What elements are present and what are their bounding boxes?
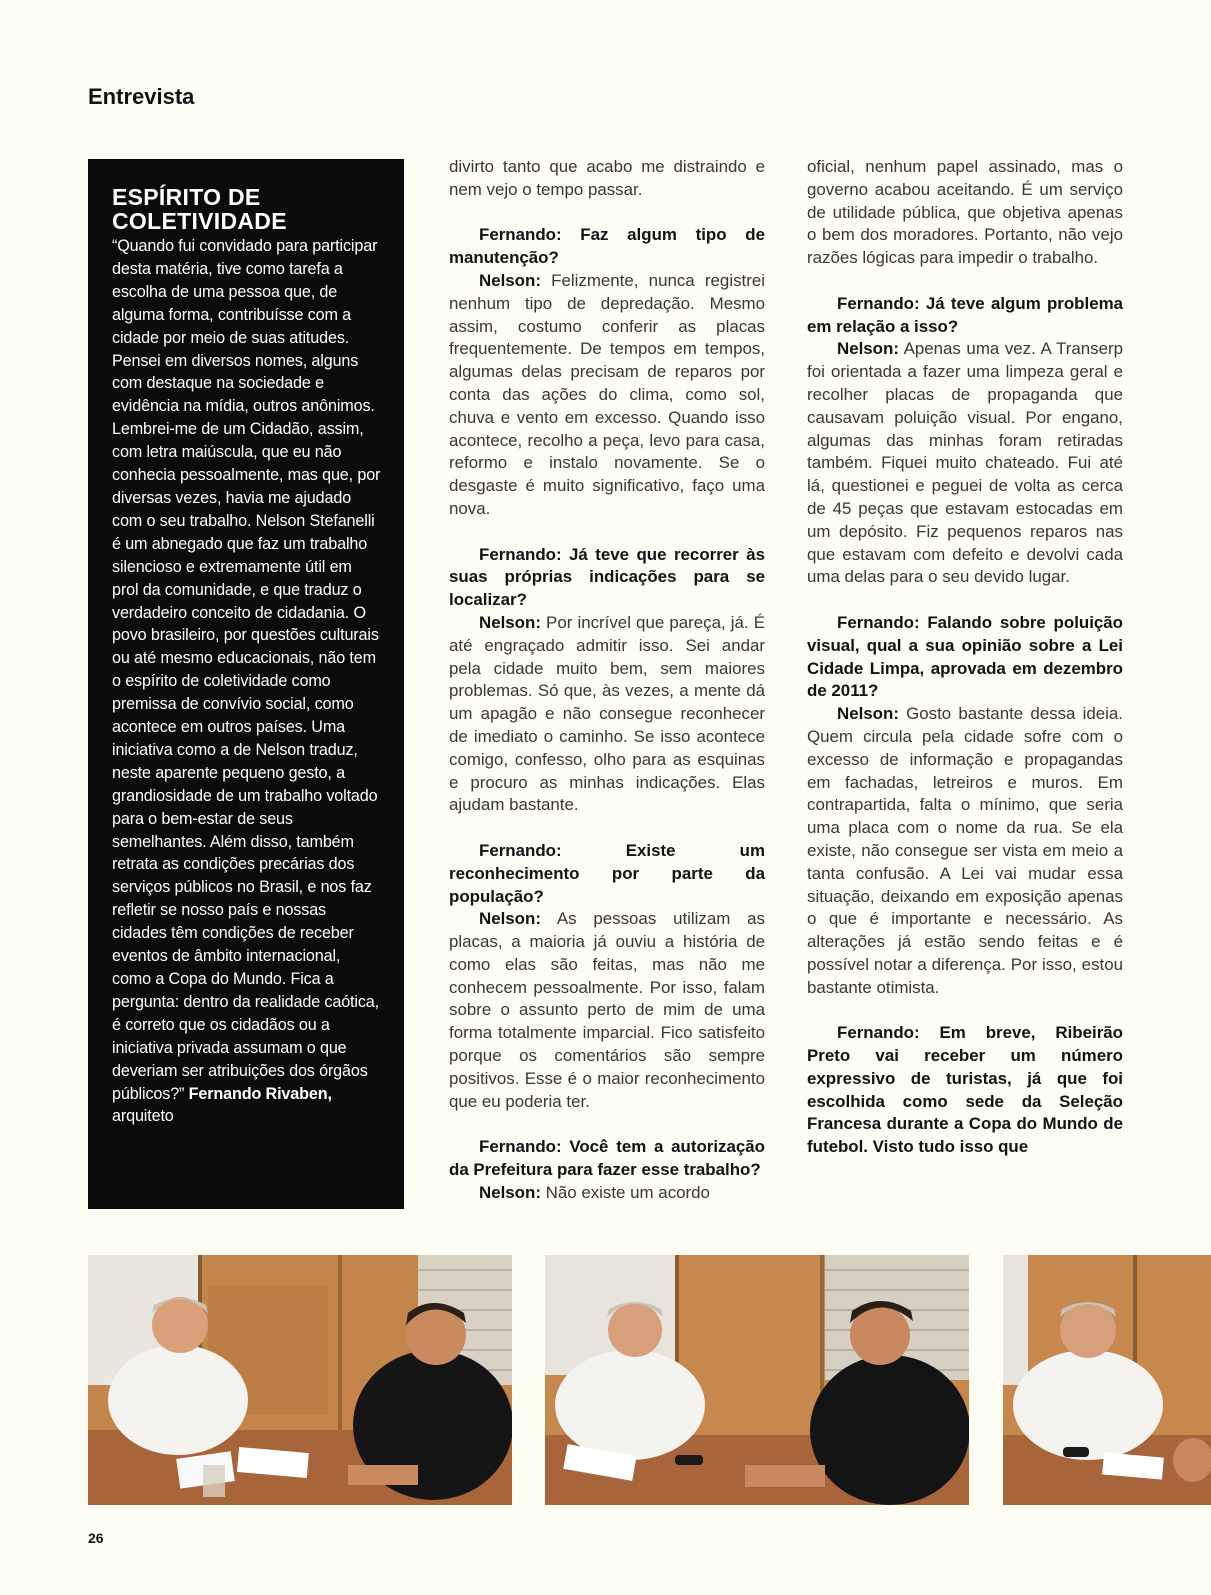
quote-text: “Quando fui convidado para participar desta matéria, tive como tarefa a escolha de uma pessoa que, de alguma forma, contribuísse com a cidade por meio de suas atitudes. Pensei em diversos nomes, alguns com destaque na sociedade e evidência na mídia, outros anônimos. Lembrei-me de um Cidadão, assim, com letra maiúscula, que eu não conhecia pessoalmente, mas que, por diversas vezes, havia me ajudado com o seu trabalho. Nelson Stefanelli é um abnegado que faz um trabalho silencioso e extremamente útil em prol da comunidade, e que traduz o verdadeiro conceito de cidadania. O povo brasileiro, por questões culturais ou até mesmo educacionais, não tem o espírito de coletividade como premissa de convívio social, como acontece em outros países. Uma iniciativa como a de Nelson traduz, neste aparente pequeno gesto, a grandiosidade de um trabalho voltado para o bem-estar de seus semelhantes. Além disso, também retrata as condições precárias dos serviços públicos no Brasil, e nos faz refletir se nosso país e nossas cidades têm condições de receber eventos de âmbito internacional, como a Copa do Mundo. Fica a pergunta: dentro da realidade caótica, é correto que os cidadãos ou a iniciativa privada assumam o que deveriam ser atribuições dos órgãos públicos?” [112,237,381,1103]
article-column-2 [449,156,765,1205]
speaker: Nelson: [837,704,899,724]
question: Fernando: Em breve, Ribeirão Preto vai receber um número expressivo de turistas, já que foi escolhida como sede da Seleção Francesa durante a Copa do Mundo de futebol. Visto tudo isso que [807,1023,1123,1157]
answer [449,270,765,521]
answer-text: Não existe um acordo [540,1182,710,1202]
sidebar-box [88,159,404,1209]
speaker: Nelson: [479,909,541,929]
page-number: 26 [88,1530,104,1546]
question: Fernando: Você tem a autorização da Prefeitura para fazer esse trabalho? [449,1137,765,1180]
answer [807,338,1123,589]
speaker: Nelson: [479,270,541,290]
answer-text: Apenas uma vez. A Transerp foi orientada a fazer uma limpeza geral e recolher placas de propaganda que causavam poluição visual. Por engano, algumas das minhas foram retiradas também. Fiquei muito chateado. Fui até lá, questionei e peguei de volta as cerca de 45 peças que estavam estocadas em um depósito. Fiz pequenos reparos nas que estavam com defeito e devolvi cada uma delas para o seu devido lugar. [807,339,1123,587]
answer-text: As pessoas utilizam as placas, a maioria já ouviu a história de como elas são feitas, mas não me conhecem pessoalmente. Por isso, falam sobre o assunto perto de mim de uma forma totalmente imparcial. Fico satisfeito porque os comentários são sempre positivos. Esse é o maior reconhecimento que eu poderia ter. [449,909,765,1111]
signature-name: Fernando Rivaben, [188,1084,332,1103]
speaker: Nelson: [479,612,541,632]
question: Fernando: Falando sobre poluição visual, qual a sua opinião sobre a Lei Cidade Limpa, aprovada em dezembro de 2011? [807,612,1123,701]
section-label: Entrevista [88,84,195,109]
sidebar-quote [112,235,382,1128]
speaker: Nelson: [479,1182,541,1202]
question: Fernando: Já teve que recorrer às suas próprias indicações para se localizar? [449,544,765,610]
sidebar-title: ESPÍRITO DE COLETIVIDADE [112,184,287,234]
column-intro: divirto tanto que acabo me distraindo e nem vejo o tempo passar. [449,157,765,199]
interview-photo-2 [545,1255,969,1505]
interview-photo-1 [88,1255,512,1505]
answer-text: Gosto bastante dessa ideia. Quem circula pela cidade sofre com o excesso de informação e propagandas em fachadas, letreiros e muros. Em contrapartida, falta o mínimo, que seria uma placa com o nome da rua. Se ela existe, não consegue ser vista em meio a tanta confusão. A Lei vai mudar essa situação, deixando em exposição apenas o que é importante e necessário. As alterações já estão sendo feitas e é possível notar a diferença. Por isso, estou bastante otimista. [807,704,1123,997]
question: Fernando: Existe um reconhecimento por parte da população? [449,840,765,906]
speaker: Nelson: [837,339,899,359]
answer [449,908,765,1113]
answer-text: Felizmente, nunca registrei nenhum tipo de depredação. Mesmo assim, costumo conferir as placas frequentemente. De tempos em tempos, algumas delas precisam de reparos por conta das ações do clima, como sol, chuva e vento em excesso. Quando isso acontece, recolho a peça, levo para casa, reformo e instalo novamente. Se o desgaste é muito significativo, faço uma nova. [449,270,765,518]
signature-role: arquiteto [112,1107,174,1126]
answer-text: Por incrível que pareça, já. É até engraçado admitir isso. Sei andar pela cidade muito bem, sem maiores problemas. Só que, às vezes, a mente dá um apagão e não consegue reconhecer de imediato o caminho. Se isso acontece comigo, confesso, olho para as esquinas e procuro as minhas indicações. Elas ajudam bastante. [449,612,765,815]
question: Fernando: Faz algum tipo de manutenção? [449,225,765,268]
column-intro: oficial, nenhum papel assinado, mas o governo acabou aceitando. É um serviço de utilidade pública, que objetiva apenas o bem dos moradores. Portanto, não vejo razões lógicas para impedir o trabalho. [807,157,1123,268]
answer [807,703,1123,999]
answer [449,1182,765,1205]
article-column-3 [807,156,1123,1159]
interview-photo-3 [1003,1255,1211,1505]
answer [449,612,765,817]
question: Fernando: Já teve algum problema em relação a isso? [807,293,1123,336]
